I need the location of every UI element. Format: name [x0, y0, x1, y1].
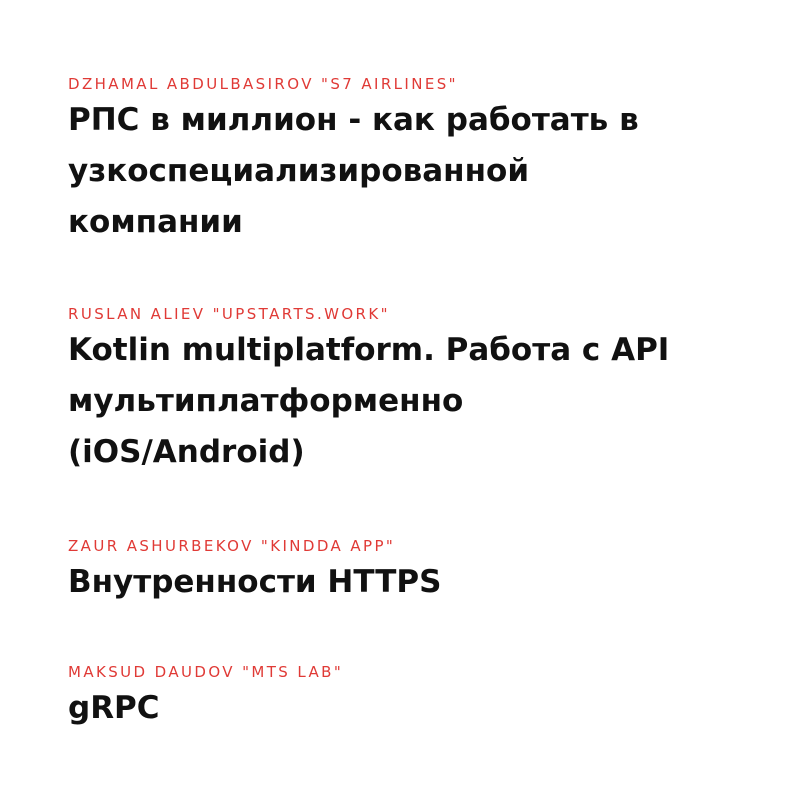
talk-item: [68, 305, 788, 478]
speaker-name: ZAUR ASHURBEKOV "KINDDA APP": [68, 537, 396, 555]
talk-title-line: Внутренности HTTPS: [68, 564, 442, 600]
talk-title: [68, 683, 788, 734]
speaker-name: RUSLAN ALIEV "UPSTARTS.WORK": [68, 305, 390, 323]
talk-title-line: компании: [68, 204, 243, 240]
talk-title-line: узкоспециализированной: [68, 153, 530, 189]
talk-item: [68, 663, 788, 734]
talk-title-line: (iOS/Android): [68, 434, 305, 470]
talk-title: [68, 557, 788, 608]
talk-title-line: gRPC: [68, 690, 160, 726]
talk-title-line: РПС в миллион - как работать в: [68, 102, 639, 138]
speaker-name: DZHAMAL ABDULBASIROV "S7 AIRLINES": [68, 75, 458, 93]
talk-item: [68, 537, 788, 608]
talk-title: [68, 95, 788, 248]
speaker-name: MAKSUD DAUDOV "MTS LAB": [68, 663, 344, 681]
talk-item: [68, 75, 788, 248]
talk-title-line: мультиплатформенно: [68, 383, 464, 419]
talk-title-line: Kotlin multiplatform. Работа с API: [68, 332, 670, 368]
talk-title: [68, 325, 788, 478]
